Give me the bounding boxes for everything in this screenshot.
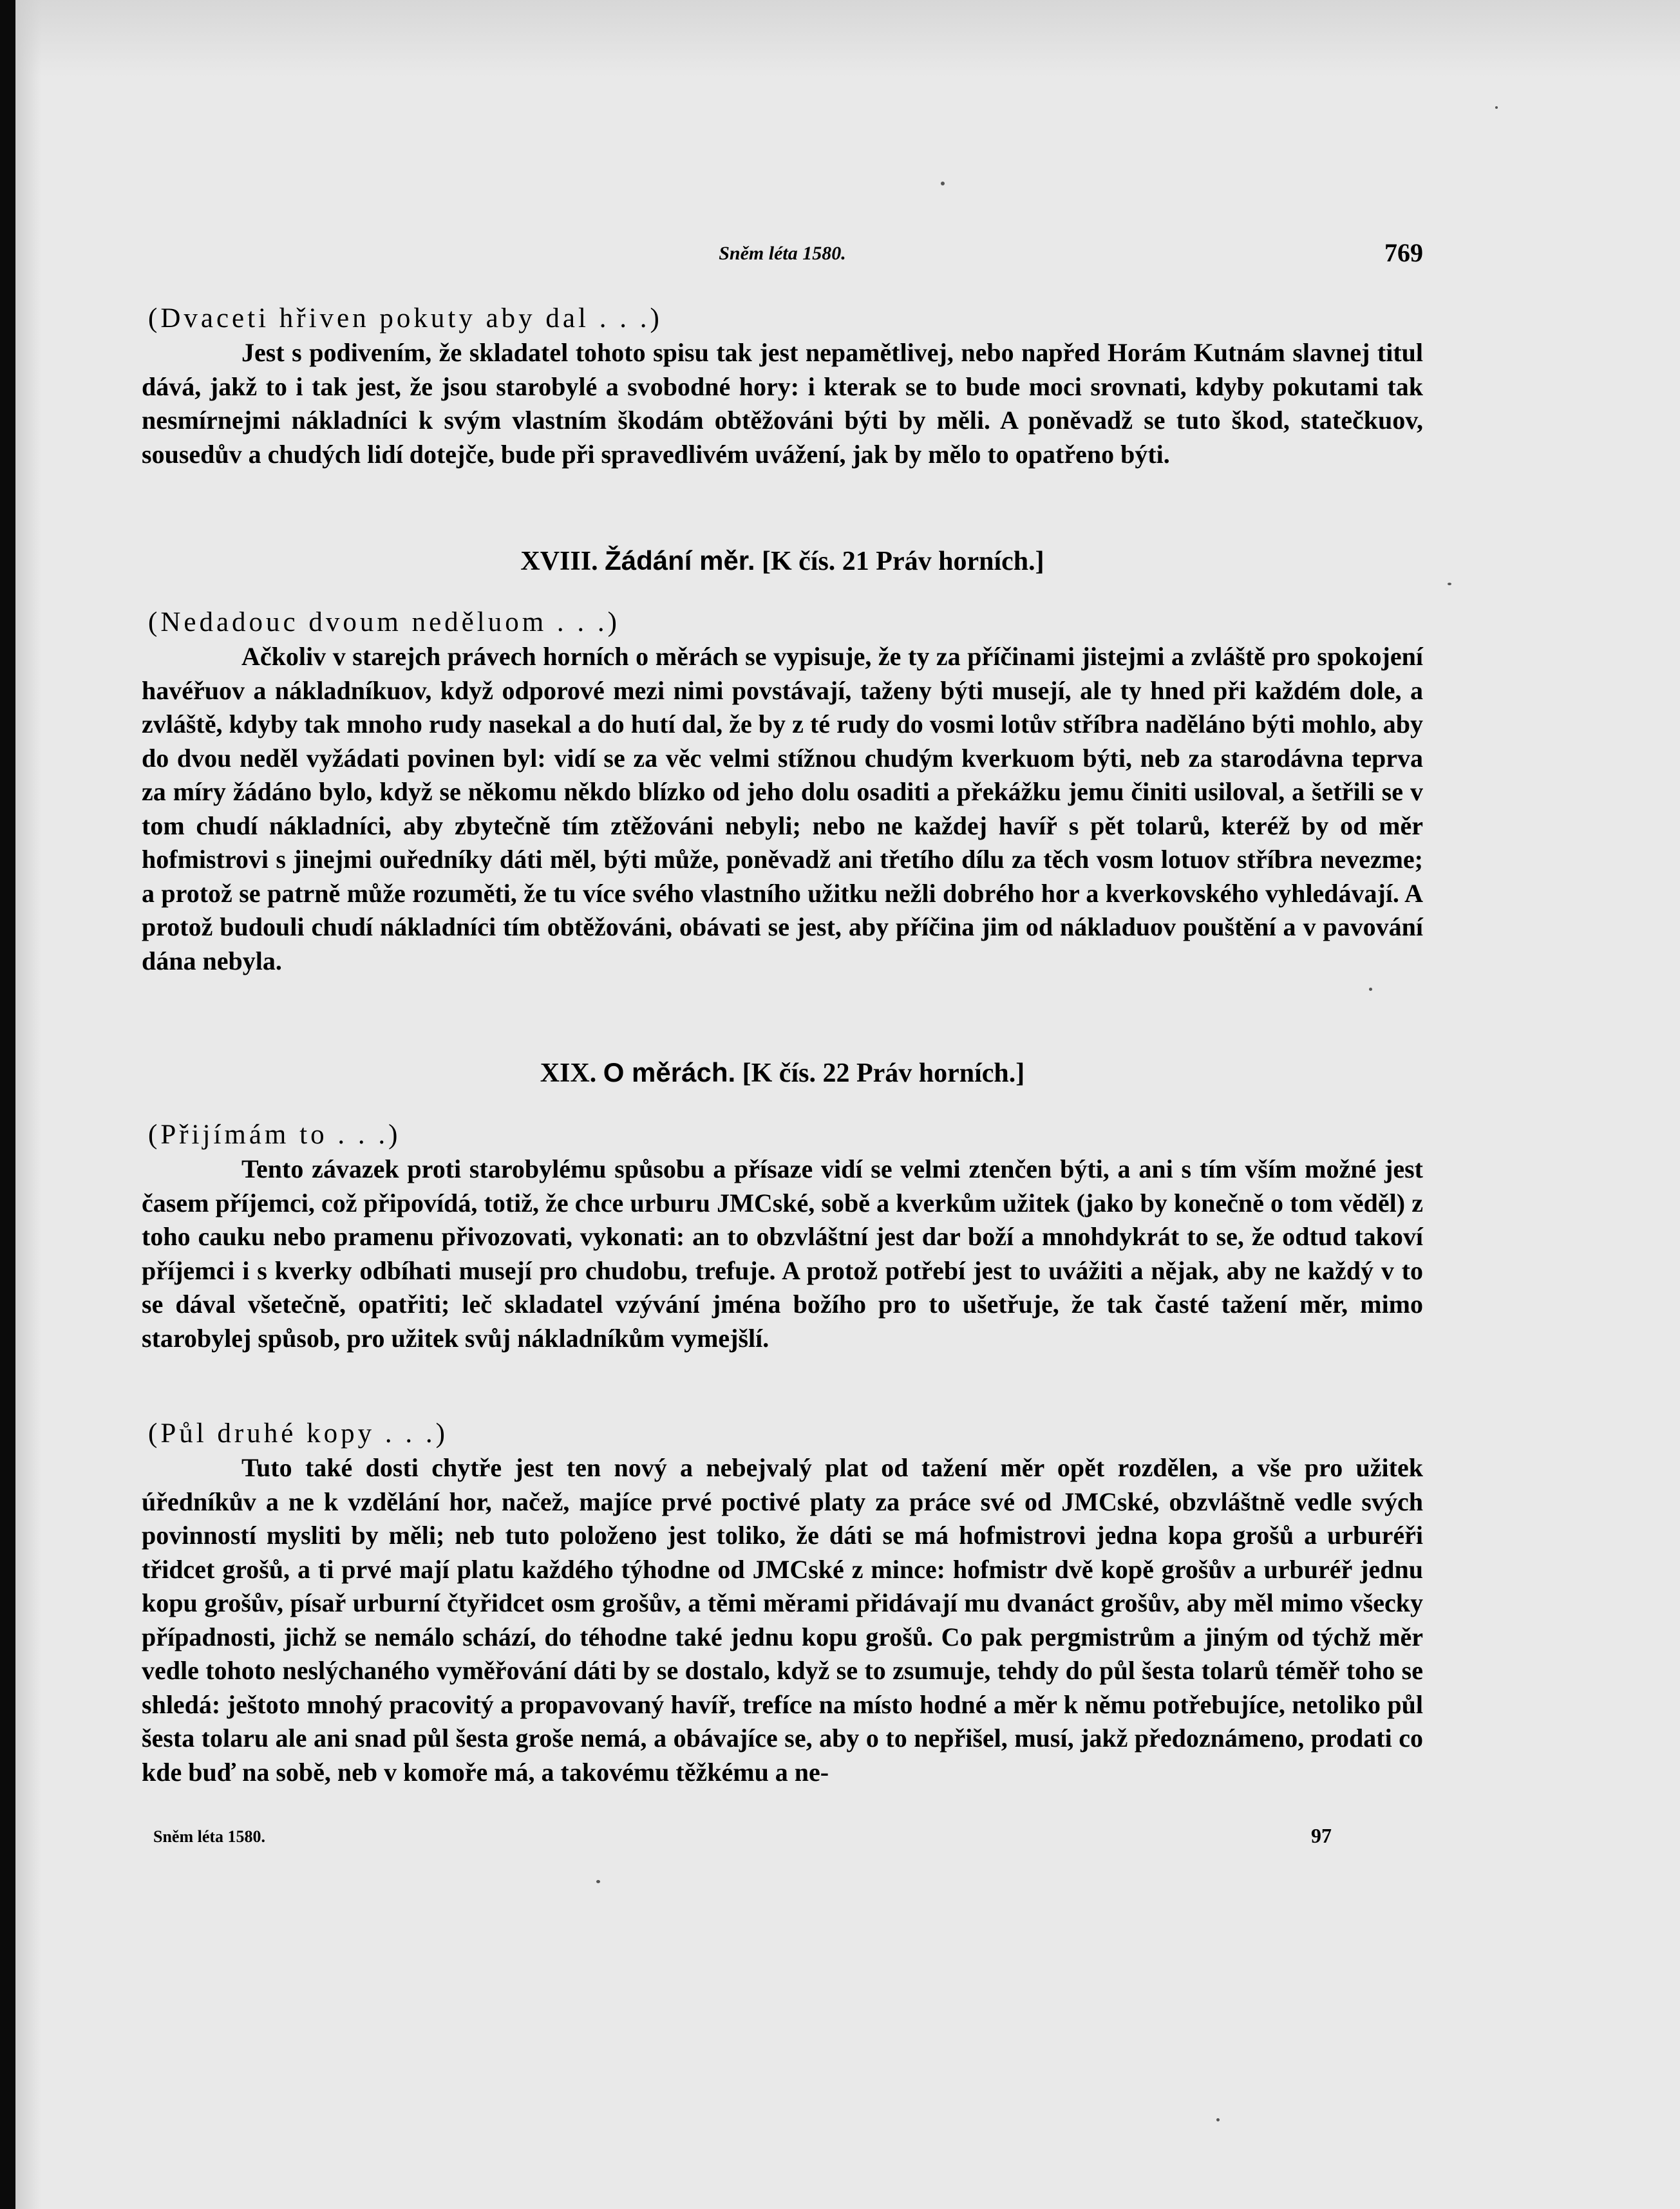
running-head <box>142 235 1423 274</box>
chapter-heading-xix <box>142 1055 1423 1091</box>
scan-speck <box>1369 988 1372 991</box>
section-text: Tento závazek proti starobylému spůsobu a přísaze vidí se velmi ztenčen býti, a ani s tím vším možné jest časem příjemci, což připovídá, totiž, že chce urburu JMCské, sobě a kverkům užitek (jako by konečně o tom věděl) z toho cauku nebo pramenu přivozovati, vykonati: an to obzvláštní jest dar boží a mnohdykrát to se, že odtud takoví příjemci i s kverky odbíhati musejí pro chudobu, trefuje. A protož potřebí jest to uvážiti a nějak, aby ne každý v to se dával všetečně, opatřiti; leč skladatel vzývání jména božího pro to ušetřuje, že tak časté tažení měr, mimo starobylej spůsob, pro užitek svůj nákladníkům vymejšlí. <box>142 1154 1423 1353</box>
section-lead: (Přijímám to . . .) <box>148 1120 401 1150</box>
chapter-reference: [K čís. 21 Práv horních.] <box>762 547 1044 576</box>
top-shadow <box>15 0 1680 77</box>
chapter-title: O měrách. <box>603 1057 736 1087</box>
section-lead: (Nedadouc dvoum neděluom . . .) <box>148 607 620 637</box>
chapter-number: XVIII. <box>520 547 598 576</box>
section-pul-druhe <box>142 1416 1423 1789</box>
section-nedadouc <box>142 605 1423 978</box>
scan-speck <box>941 182 945 185</box>
page-number: 769 <box>1384 238 1423 267</box>
footer-signature: Sněm léta 1580. <box>153 1827 266 1846</box>
scanned-page <box>15 0 1680 2209</box>
section-lead: (Dvaceti hřiven pokuty aby dal . . .) <box>148 303 663 334</box>
scan-speck <box>1448 583 1451 585</box>
chapter-heading-xviii <box>142 543 1423 579</box>
running-head-title: Sněm léta 1580. <box>719 243 846 264</box>
section-text: Jest s podivením, že skladatel tohoto spisu tak jest nepamětlivej, nebo napřed Horám Kutnám slavnej titul dává, jakž to i tak jest, že jsou starobylé a svobodné hory: i kterak se to bude moci srovnati, kdyby pokutami tak nesmírnejmi nákladníci k svým vlastním škodám obtěžováni býti by měli. A poněvadž se tuto škod, statečkuov, sousedův a chudých lidí dotejče, bude při spravedlivém uvážení, jak by mělo to opatřeno býti. <box>142 338 1423 469</box>
scan-speck <box>596 1880 600 1883</box>
chapter-number: XIX. <box>540 1058 597 1088</box>
chapter-reference: [K čís. 22 Práv horních.] <box>742 1058 1025 1088</box>
section-lead: (Půl druhé kopy . . .) <box>148 1418 448 1449</box>
scan-speck <box>1216 2118 1220 2121</box>
section-dvaceti-hriven <box>142 301 1423 471</box>
section-text: Ačkoliv v starejch právech horních o měrách se vypisuje, že ty za příčinami jistejmi a zvláště pro spokojení havéřuov a nákladníkuov, když odporové mezi nimi povstávají, taženy býti musejí, ale ty hned při každém dole, a zvláště, kdyby tak mnoho rudy nasekal a do hutí dal, že by z té rudy do vosmi lotův stříbra naděláno býti mohlo, aby do dvou neděl vyžádati povinen byl: vidí se za věc velmi stížnou chudým kverkuom býti, neb za starodávna teprva za míry žádáno bylo, když se někomu někdo blízko od jeho dolu osaditi a překážku jemu činiti usiloval, a šetřili se v tom chudí nákladníci, aby zbytečně tím ztěžováni nebyli; nebo ne každej havíř s pět tolarů, kteréž by od měr hofmistrovi s jinejmi ouředníky dáti měl, býti může, poněvadž ani třetího dílu za těch vosm lotuov stříbra nevezme; a protož se patrně může rozuměti, že tu více svého vlastního užitku nežli dobrého hor a kverkovského vyhledávají. A protož budouli chudí nákladníci tím obtěžováni, obávati se jest, aby příčina jim od nákladuov pouštění a v pavování dána nebyla. <box>142 642 1423 975</box>
section-text: Tuto také dosti chytře jest ten nový a nebejvalý plat od tažení měr opět rozdělen, a vše pro užitek úředníkův a ne k vzdělání hor, načež, majíce prvé poctivé platy za práce své od JMCské, obzvláštně vedle svých povinností mysliti by měli; neb tuto položeno jest toliko, že dáti se má hofmistrovi jedna kopa grošů a urburéři třidcet grošů, a ti prvé mají platu každého týhodne od JMCské z mince: hofmistr dvě kopě grošův a urburéř jednu kopu grošův, písař urburní čtyřidcet osm grošův, a těmi měrami přidávají mu dvanáct grošův, aby měl mimo všecky případnosti, jichž se nemálo schází, do téhodne také jednu kopu grošů. Co pak pergmistrům a jiným od týchž měr vedle tohoto neslýchaného vyměřování dáti by se dostalo, když se to zsumuje, tehdy do půl šesta tolarů téměř toho se shledá: ještoto mnohý pracovitý a propavovaný havíř, trefíce na místo hodné a měr k němu potřebujíce, netoliko půl šesta tolaru ale ani snad půl šesta groše nemá, a obávajíce se, aby o to nepřišel, musí, jakž předoznámeno, prodati co kde buď na sobě, neb v komoře má, a takovému těžkému a ne- <box>142 1453 1423 1787</box>
section-prijimam <box>142 1118 1423 1355</box>
chapter-title: Žádání měr. <box>605 545 755 576</box>
scan-speck <box>1495 106 1498 109</box>
footer-sheet-number: 97 <box>1311 1824 1332 1847</box>
left-shadow <box>15 0 41 2209</box>
